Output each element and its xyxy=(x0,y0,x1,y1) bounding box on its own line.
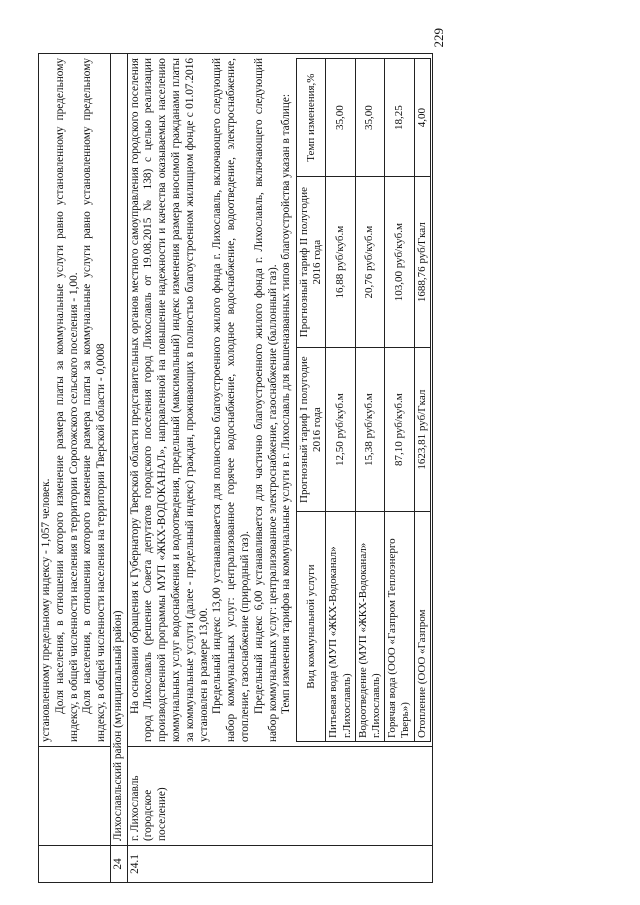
tariff-h2: 1688,76 руб/Гкал xyxy=(414,177,430,348)
paragraph: Доля населения, в отношении которого изменение размера платы за коммунальные услуги равно установленному предельному индексу, в общей численности населения на территории Тверской области - 0,0008 xyxy=(81,58,108,742)
change-rate: 35,00 xyxy=(326,59,355,177)
table-row xyxy=(110,54,127,883)
page-number: 229 xyxy=(431,28,446,48)
column-header: Прогнозный тариф II полугодие 2016 года xyxy=(297,177,326,348)
tariff-h1: 12,50 руб/куб.м xyxy=(326,348,355,512)
column-header: Темп изменения,% xyxy=(297,59,326,177)
table-row xyxy=(355,59,384,742)
paragraph: Доля населения, в отношении которого изменение размера платы за коммунальные услуги равно установленному предельному индексу, в общей численности населения в территории Сорогожского сельского поселения - 1,00. xyxy=(53,58,80,742)
tariff-h2: 20,76 руб/куб.м xyxy=(355,177,384,348)
settlement-description xyxy=(127,54,432,747)
continued-text-cell xyxy=(39,54,111,747)
tariff-h2: 16,88 руб/куб.м xyxy=(326,177,355,348)
change-rate: 4,00 xyxy=(414,59,430,177)
tariff-table xyxy=(296,58,431,742)
table-row xyxy=(385,59,414,742)
paragraph: установленному предельному индексу - 1,057 человек. xyxy=(40,478,52,742)
paragraph: Предельный индекс 13,00 устанавливается для полностью благоустроенного жилого фонда г. Лихославль, включающего следующий набор коммунальных услуг: централизованное горячее водоснабжение, холодное водоснабжение, водоотведение, электроснабжение, отопление, газоснабжение (природный газ). xyxy=(211,58,251,742)
change-rate: 18,25 xyxy=(385,59,414,177)
service-name: Горячая вода (ООО «Газпром Теплоэнерго Тверь») xyxy=(385,512,414,742)
service-name: Отопление (ООО «Газпром xyxy=(414,512,430,742)
change-rate: 35,00 xyxy=(355,59,384,177)
tariff-h2: 103,00 руб/куб.м xyxy=(385,177,414,348)
district-title: Лихославльский район (муниципальный район) xyxy=(110,54,127,846)
tariff-h1: 87,10 руб/куб.м xyxy=(385,348,414,512)
row-number: 24.1 xyxy=(127,846,432,883)
row-number: 24 xyxy=(110,846,127,883)
column-header: Вид коммунальной услуги xyxy=(297,512,326,742)
tariff-h1: 1623,81 руб/Гкал xyxy=(414,348,430,512)
table-row xyxy=(39,54,111,883)
paragraph: Предельный индекс 6,00 устанавливается для частично благоустроенного жилого фонда г. Лихославль, включающего следующий набор коммунальных услуг: централизованное электроснабжение, газоснабжение (баллонный газ). xyxy=(252,58,279,742)
table-row xyxy=(127,54,432,883)
tariff-header-row xyxy=(297,59,326,742)
settlement-name: г. Лихославль (городское поселение) xyxy=(127,747,432,846)
document-page xyxy=(38,53,608,883)
paragraph: На основании обращения к Губернатору Тверской области представительных органов местного самоуправления городского поселения город Лихославль (решение Совета депутатов городского поселения город Лихославль от 19.08.2015 № 138) с целью реализации производственной программы МУП «ЖКХ-ВОДОКАНАЛ», направленной на повышение надежности и качества оказываемых населению коммунальных услуг водоснабжения и водоотведения, предельный (максимальный) индекс изменения размера вносимой гражданами платы за коммунальные услуги (далее - предельный индекс) граждан, проживающих в полностью благоустроенном жилищном фонде с 01.07.2016 установлен в размере 13,00. xyxy=(128,58,210,742)
table-row xyxy=(326,59,355,742)
regions-table xyxy=(38,53,433,883)
tariff-h1: 15,38 руб/куб.м xyxy=(355,348,384,512)
service-name: Водоотведение (МУП «ЖКХ-Водоканал» г.Лихославль) xyxy=(355,512,384,742)
service-name: Питьевая вода (МУП «ЖКХ-Водоканал» г.Лихославль) xyxy=(326,512,355,742)
table-row xyxy=(414,59,430,742)
column-header: Прогнозный тариф I полугодие 2016 года xyxy=(297,348,326,512)
paragraph: Темп изменения тарифов на коммунальные услуги в г. Лихославль для вышеназванных типов благоустройства указан в таблице: xyxy=(280,93,293,714)
